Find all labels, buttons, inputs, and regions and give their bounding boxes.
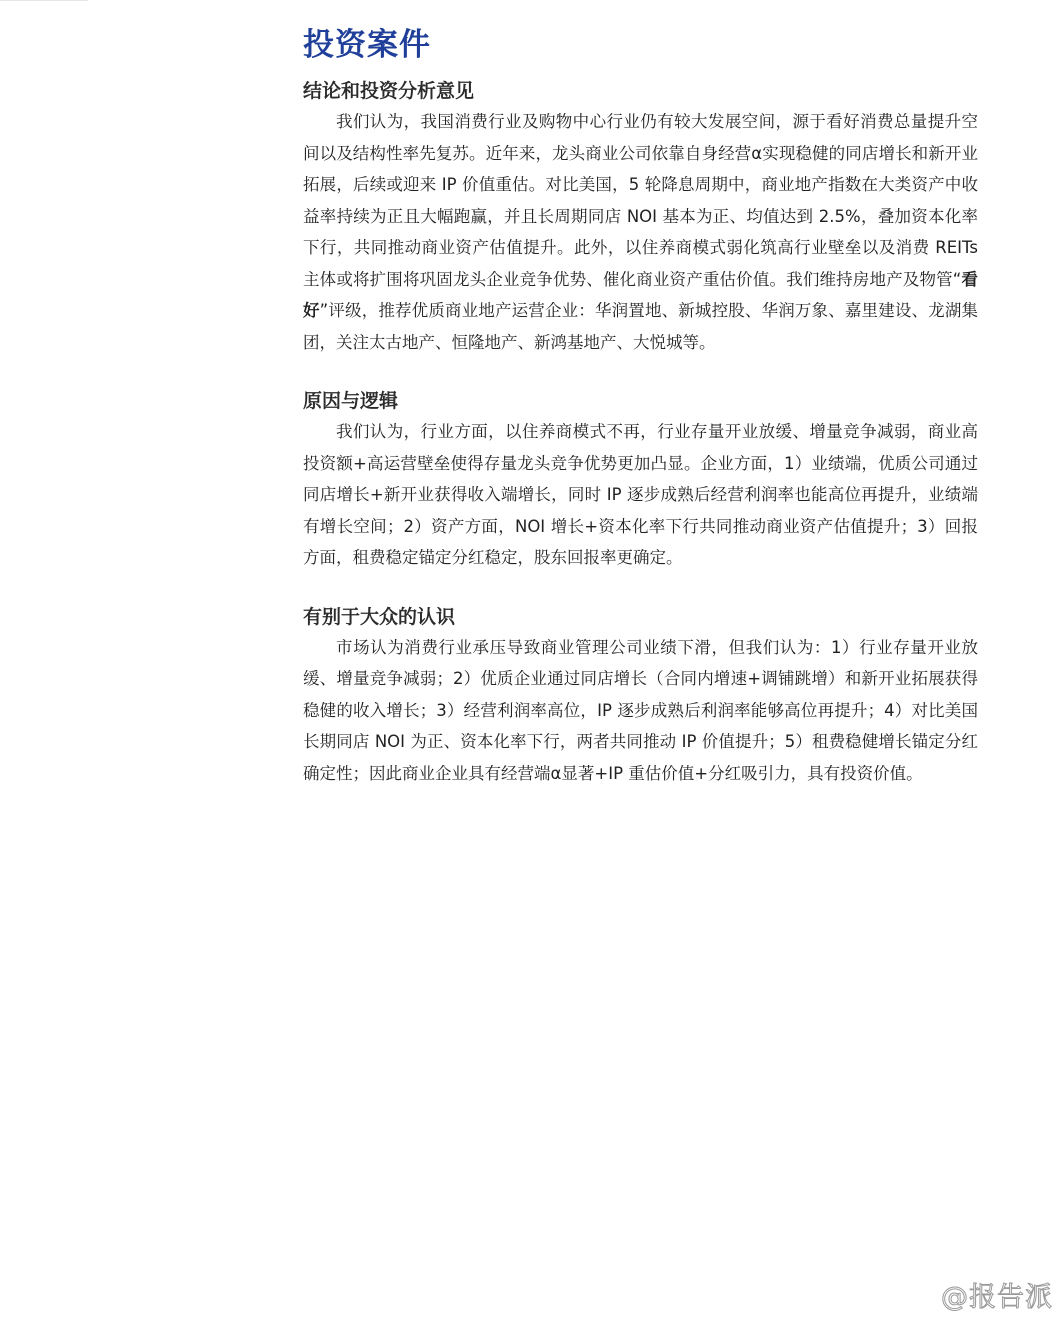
conclusion-paragraph [303,106,978,358]
section-title-differentiated-view: 有别于大众的认识 [303,605,456,628]
rating-keyword: 看好 [303,269,978,320]
conclusion-text-part-2: ”评级，推荐优质商业地产运营企业：华润置地、新城控股、华润万象、嘉里建设、龙湖集团，关注太古地产、恒隆地产、新鸿基地产、大悦城等。 [303,301,978,352]
reasons-logic-paragraph: 我们认为，行业方面，以住养商模式不再，行业存量开业放缓、增量竞争减弱，商业高投资额+高运营壁垒使得存量龙头竞争优势更加凸显。企业方面，1）业绩端，优质公司通过同店增长+新开业获得收入端增长，同时 IP 逐步成熟后经营利润率也能高位再提升，业绩端有增长空间；2）资产方面，NOI 增长+资本化率下行共同推动商业资产估值提升；3）回报方面，租费稳定锚定分红稳定，股东回报率更确定。 [303,422,978,567]
section-reasons-logic [303,386,978,574]
watermark: @报告派 [941,1282,1053,1313]
conclusion-text-part-1: 我们认为，我国消费行业及购物中心行业仍有较大发展空间，源于看好消费总量提升空间以及结构性率先复苏。近年来，龙头商业公司依靠自身经营α实现稳健的同店增长和新开业拓展，后续或迎来 IP 价值重估。对比美国，5 轮降息周期中，商业地产指数在大类资产中收益率持续为正且大幅跑赢，并且长周期同店 NOI 基本为正、均值达到 2.5%，叠加资本化率下行，共同推动商业资产估值提升。此外，以住养商模式弱化筑高行业壁垒以及消费 REITs 主体或将扩围将巩固龙头企业竞争优势、催化商业资产重估价值。我们维持房地产及物管“ [303,112,978,289]
section-differentiated-view [303,602,978,790]
page-title: 投资案件 [303,27,431,63]
section-conclusion [303,76,978,358]
top-divider [0,0,88,1]
section-title-conclusion: 结论和投资分析意见 [303,80,475,102]
differentiated-view-paragraph: 市场认为消费行业承压导致商业管理公司业绩下滑，但我们认为：1）行业存量开业放缓、增量竞争减弱；2）优质企业通过同店增长（合同内增速+调铺跳增）和新开业拓展获得稳健的收入增长；3）经营利润率高位，IP 逐步成熟后利润率能够高位再提升；4）对比美国长期同店 NOI 为正、资本化率下行，两者共同推动 IP 价值提升；5）租费稳健增长锚定分红确定性；因此商业企业具有经营端α显著+IP 重估价值+分红吸引力，具有投资价值。 [303,637,978,783]
section-title-reasons-logic: 原因与逻辑 [303,390,399,412]
investment-case-content [303,24,978,789]
